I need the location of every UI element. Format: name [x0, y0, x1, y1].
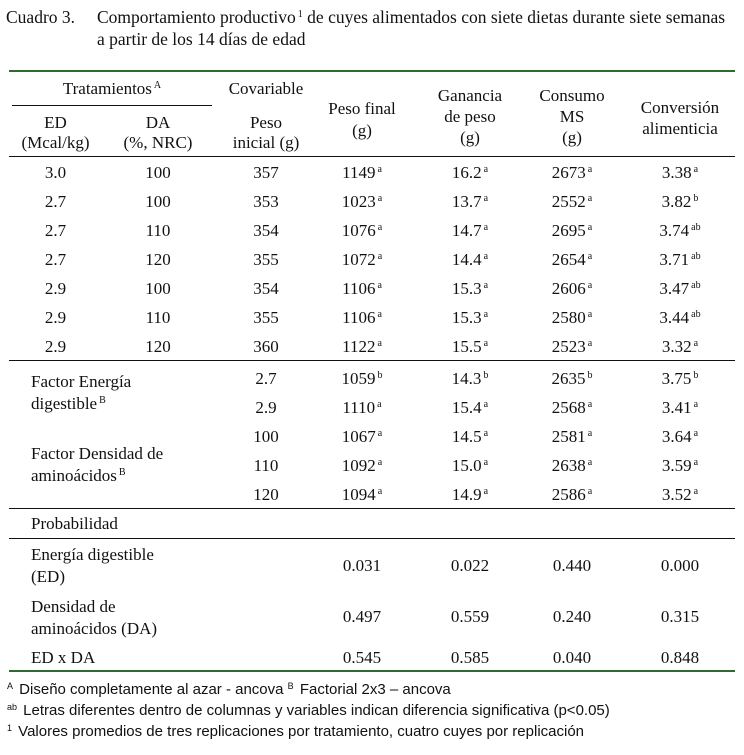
treatment-1-ed: 3.0 [44, 163, 67, 182]
treatment-1-ganancia: 16.2 $^a$ [451, 163, 489, 182]
factors-bottom-rule [9, 508, 735, 509]
probabilidad-row-3-ganancia: 0.585 [450, 648, 490, 667]
treatment-3-ed: 2.7 [44, 221, 67, 240]
probabilidad-row-2-peso-final: 0.497 [342, 607, 382, 626]
treatment-2-ganancia-significance: a [483, 193, 489, 204]
probabilidad-row-2-consumo: 0.240 [552, 607, 592, 626]
header-conversion-line-1: Conversión [640, 98, 720, 117]
treatment-1-da: 100 [145, 163, 171, 182]
treatment-1-conversion-significance: a [693, 164, 699, 175]
treatment-7-consumo-significance: a [587, 338, 593, 349]
factor-densidad-100-ganancia-significance: a [483, 428, 489, 439]
treatment-5-ed: 2.9 [44, 279, 67, 298]
treatment-7-ed: 2.9 [44, 337, 67, 356]
treatment-1-consumo-significance: a [587, 164, 593, 175]
probabilidad-row-1-peso-final: 0.031 [342, 556, 382, 575]
header-peso-inicial-line-2: inicial (g) [232, 133, 300, 152]
top-rule [9, 70, 735, 72]
treatment-2-ed: 2.7 [44, 192, 67, 211]
factor-energia-2.7-level: 2.7 [255, 369, 277, 388]
treatment-4-consumo: 2654 $^a$ [551, 250, 593, 269]
factor-energia-label-line-2: digestible $^B$ [31, 394, 106, 413]
treatment-2-peso-inicial: 353 [253, 192, 279, 211]
treatment-5-peso-final: 1106 $^a$ [342, 279, 382, 298]
treatment-1-peso-inicial: 357 [253, 163, 279, 182]
treatment-6-consumo: 2580 $^a$ [551, 308, 593, 327]
treatment-6-conversion-significance: ab [691, 309, 701, 320]
header-consumo-line-2: MS [559, 107, 585, 126]
treatment-7-da: 120 [145, 337, 171, 356]
factor-densidad-100-peso-final-significance: a [377, 428, 383, 439]
probabilidad-row-3-consumo: 0.040 [552, 648, 592, 667]
treatment-6-peso-final-significance: a [377, 309, 382, 320]
factor-densidad-120-ganancia: 14.9 $^a$ [451, 485, 489, 504]
caption-footnote-marker: 1 [297, 9, 303, 20]
header-tratamientos-significance: A [153, 80, 162, 91]
factor-energia-label-line-1: Factor Energía [31, 372, 132, 391]
factor-densidad-110-conversion: 3.59 $^a$ [661, 456, 699, 475]
factor-energia-2.9-ganancia-significance: a [483, 399, 489, 410]
factor-energia-2.9-peso-final: 1110 $^a$ [342, 398, 382, 417]
factor-densidad-120-consumo: 2586 $^a$ [551, 485, 593, 504]
treatment-2-da: 100 [145, 192, 171, 211]
treatment-1-ganancia-significance: a [483, 164, 489, 175]
factor-energia-2.9-ganancia: 15.4 $^a$ [451, 398, 489, 417]
factor-densidad-100-ganancia: 14.5 $^a$ [451, 427, 489, 446]
treatment-3-ganancia: 14.7 $^a$ [451, 221, 489, 240]
treatment-6-ed: 2.9 [44, 308, 67, 327]
factor-energia-2.7-ganancia: 14.3 $^b$ [451, 369, 489, 388]
header-peso-final-line-2: (g) [352, 121, 372, 140]
probabilidad-title: Probabilidad [31, 514, 118, 533]
probabilidad-row-2-conversion: 0.315 [660, 607, 700, 626]
header-da-line-2: (%, NRC) [123, 133, 193, 152]
header-ganancia-line-3: (g) [460, 128, 480, 147]
footnote-2 [7, 702, 610, 720]
treatment-7-peso-final-significance: a [377, 338, 382, 349]
treatment-6-peso-inicial: 355 [253, 308, 279, 327]
factor-densidad-100-consumo: 2581 $^a$ [551, 427, 593, 446]
header-rule [9, 156, 735, 157]
factor-energia-2.7-ganancia-significance: b [483, 370, 489, 381]
probabilidad-row-2-label-line-1: Densidad de [31, 597, 116, 616]
header-conversion-line-2: alimenticia [642, 119, 718, 138]
footnote-1-marker-1: A [7, 681, 14, 691]
header-ganancia-line-1: Ganancia [437, 86, 503, 105]
footnote-3 [7, 723, 584, 741]
treatment-2-consumo-significance: a [587, 193, 593, 204]
factor-densidad-label-line-2-significance: B [118, 467, 126, 478]
factor-densidad-120-level: 120 [253, 485, 279, 504]
header-ed-line-2: (Mcal/kg) [21, 133, 90, 152]
treatment-5-peso-inicial: 354 [253, 279, 279, 298]
header-covariable: Covariable [228, 79, 304, 98]
treatment-3-peso-final-significance: a [377, 222, 383, 233]
factor-densidad-100-level: 100 [253, 427, 279, 446]
treatment-6-da: 110 [145, 308, 171, 327]
treatments-bottom-rule [9, 360, 735, 361]
treatment-3-ganancia-significance: a [483, 222, 489, 233]
treatment-1-consumo: 2673 $^a$ [551, 163, 593, 182]
header-consumo-line-1: Consumo [539, 86, 605, 105]
treatment-7-conversion: 3.32 $^a$ [661, 337, 699, 356]
header-ganancia-line-2: de peso [444, 107, 496, 126]
treatment-5-conversion-significance: ab [691, 280, 701, 291]
factor-densidad-110-consumo-significance: a [587, 457, 593, 468]
treatment-3-da: 110 [145, 221, 171, 240]
factor-energia-2.7-conversion-significance: b [693, 370, 699, 381]
factor-energia-2.7-peso-final-significance: b [377, 370, 383, 381]
factor-densidad-label-line-1: Factor Densidad de [31, 444, 164, 463]
probabilidad-row-3-peso-final: 0.545 [342, 648, 382, 667]
probabilidad-row-1-consumo: 0.440 [552, 556, 592, 575]
factor-energia-2.7-consumo-significance: b [587, 370, 593, 381]
factor-densidad-110-peso-final: 1092 $^a$ [341, 456, 383, 475]
factor-energia-2.9-level: 2.9 [255, 398, 277, 417]
treatment-4-ganancia-significance: a [483, 251, 489, 262]
treatment-5-consumo: 2606 $^a$ [551, 279, 593, 298]
header-consumo-line-3: (g) [562, 128, 582, 147]
factor-densidad-120-ganancia-significance: a [483, 486, 489, 497]
treatment-5-ganancia-significance: a [483, 280, 489, 291]
factor-densidad-120-conversion-significance: a [693, 486, 699, 497]
factor-energia-2.9-conversion-significance: a [693, 399, 699, 410]
factor-densidad-110-consumo: 2638 $^a$ [551, 456, 593, 475]
treatment-7-ganancia: 15.5 $^a$ [451, 337, 489, 356]
treatment-5-conversion: 3.47 $^{ab}$ [659, 279, 701, 298]
factor-densidad-110-level: 110 [253, 456, 279, 475]
treatment-2-conversion-significance: b [693, 193, 699, 204]
factor-energia-label-line-2-significance: B [99, 395, 106, 406]
header-peso-inicial-line-1: Peso [249, 113, 283, 132]
treatment-6-ganancia-significance: a [483, 309, 489, 320]
treatment-4-consumo-significance: a [587, 251, 593, 262]
header-tratamientos: Tratamientos $^A$ [62, 79, 162, 98]
factor-densidad-100-conversion-significance: a [693, 428, 699, 439]
caption-label: Cuadro 3. [6, 7, 76, 27]
treatment-4-peso-inicial: 355 [253, 250, 279, 269]
treatment-7-ganancia-significance: a [483, 338, 489, 349]
bottom-rule [9, 670, 735, 672]
factor-energia-2.9-consumo-significance: a [587, 399, 593, 410]
footnote-1-text-4: Factorial 2x3 – ancova [295, 681, 451, 698]
treatment-4-conversion: 3.71 $^{ab}$ [659, 250, 701, 269]
treatment-7-peso-final: 1122 $^a$ [342, 337, 382, 356]
factor-densidad-110-conversion-significance: a [693, 457, 699, 468]
factor-densidad-120-peso-final-significance: a [377, 486, 383, 497]
caption-text-start: Comportamiento productivo [97, 7, 296, 27]
treatment-5-ganancia: 15.3 $^a$ [451, 279, 489, 298]
treatment-7-conversion-significance: a [693, 338, 699, 349]
probabilidad-row-2-ganancia: 0.559 [450, 607, 490, 626]
treatment-1-peso-final: 1149 $^a$ [342, 163, 382, 182]
treatment-6-peso-final: 1106 $^a$ [342, 308, 382, 327]
treatment-3-consumo: 2695 $^a$ [551, 221, 593, 240]
probabilidad-row-2-label-line-2: aminoácidos (DA) [31, 619, 158, 638]
treatment-2-peso-final-significance: a [377, 193, 383, 204]
factor-densidad-100-consumo-significance: a [587, 428, 593, 439]
factor-densidad-120-consumo-significance: a [587, 486, 593, 497]
footnote-2-text-2: Letras diferentes dentro de columnas y variables indican diferencia significativa (p<0.05) [19, 702, 610, 719]
factor-energia-2.7-peso-final: 1059 $^b$ [341, 369, 383, 388]
footnote-1-marker-3: B [287, 681, 294, 691]
treatment-4-peso-final-significance: a [377, 251, 383, 262]
treatment-2-ganancia: 13.7 $^a$ [451, 192, 489, 211]
treatment-4-ed: 2.7 [44, 250, 67, 269]
factor-energia-2.7-consumo: 2635 $^b$ [551, 369, 593, 388]
treatment-6-conversion: 3.44 $^{ab}$ [659, 308, 701, 327]
treatment-3-peso-final: 1076 $^a$ [341, 221, 383, 240]
treatment-1-conversion: 3.38 $^a$ [661, 163, 699, 182]
treatment-4-da: 120 [145, 250, 171, 269]
factor-energia-2.9-consumo: 2568 $^a$ [551, 398, 593, 417]
treatment-4-conversion-significance: ab [691, 251, 701, 262]
treatment-2-conversion: 3.82 $^b$ [661, 192, 699, 211]
header-peso-final-line-1: Peso final [328, 99, 396, 118]
factor-energia-2.9-conversion: 3.41 $^a$ [661, 398, 699, 417]
treatment-3-conversion: 3.74 $^{ab}$ [659, 221, 701, 240]
treatment-2-consumo: 2552 $^a$ [551, 192, 593, 211]
factor-energia-2.7-conversion: 3.75 $^b$ [661, 369, 699, 388]
footnote-1-text-2: Diseño completamente al azar - ancova [15, 681, 288, 698]
factor-densidad-100-conversion: 3.64 $^a$ [661, 427, 699, 446]
treatment-5-consumo-significance: a [587, 280, 593, 291]
treatment-7-consumo: 2523 $^a$ [551, 337, 593, 356]
factor-densidad-120-conversion: 3.52 $^a$ [661, 485, 699, 504]
treatment-3-consumo-significance: a [587, 222, 593, 233]
tratamientos-underline [12, 105, 212, 106]
footnote-3-marker-1: 1 [7, 723, 13, 733]
treatment-7-peso-inicial: 360 [253, 337, 279, 356]
factor-densidad-100-peso-final: 1067 $^a$ [341, 427, 383, 446]
treatment-3-peso-inicial: 354 [253, 221, 279, 240]
factor-energia-2.9-peso-final-significance: a [377, 399, 382, 410]
probabilidad-row-1-conversion: 0.000 [660, 556, 700, 575]
factor-densidad-120-peso-final: 1094 $^a$ [341, 485, 383, 504]
probabilidad-row-3-label-line-1: ED x DA [31, 648, 96, 667]
treatment-2-peso-final: 1023 $^a$ [341, 192, 383, 211]
treatment-5-peso-final-significance: a [377, 280, 382, 291]
header-ed-line-1: ED [44, 113, 67, 132]
caption-text-end: de cuyes alimentados con siete dietas durante siete semanas a partir de los 14 días de edad [97, 7, 726, 49]
treatment-4-peso-final: 1072 $^a$ [341, 250, 383, 269]
probabilidad-row-1-label-line-2: (ED) [31, 567, 65, 586]
factor-densidad-110-ganancia-significance: a [483, 457, 489, 468]
treatment-6-consumo-significance: a [587, 309, 593, 320]
footnote-3-text-2: Valores promedios de tres replicaciones por tratamiento, cuatro cuyes por replicación [14, 723, 585, 740]
treatment-3-conversion-significance: ab [691, 222, 701, 233]
treatment-1-peso-final-significance: a [377, 164, 382, 175]
factor-densidad-110-peso-final-significance: a [377, 457, 383, 468]
footnote-1 [7, 681, 451, 699]
header-da-line-1: DA [145, 113, 171, 132]
probabilidad-row-3-conversion: 0.848 [660, 648, 700, 667]
probabilidad-row-1-ganancia: 0.022 [450, 556, 490, 575]
factor-densidad-110-ganancia: 15.0 $^a$ [451, 456, 489, 475]
treatment-4-ganancia: 14.4 $^a$ [451, 250, 489, 269]
caption-text [97, 6, 737, 50]
probabilidad-rule [9, 538, 735, 539]
probabilidad-row-1-label-line-1: Energía digestible [31, 545, 154, 564]
treatment-5-da: 100 [145, 279, 171, 298]
factor-densidad-label-line-2: aminoácidos $^B$ [31, 466, 126, 485]
footnote-2-marker-1: ab [7, 702, 18, 712]
treatment-6-ganancia: 15.3 $^a$ [451, 308, 489, 327]
